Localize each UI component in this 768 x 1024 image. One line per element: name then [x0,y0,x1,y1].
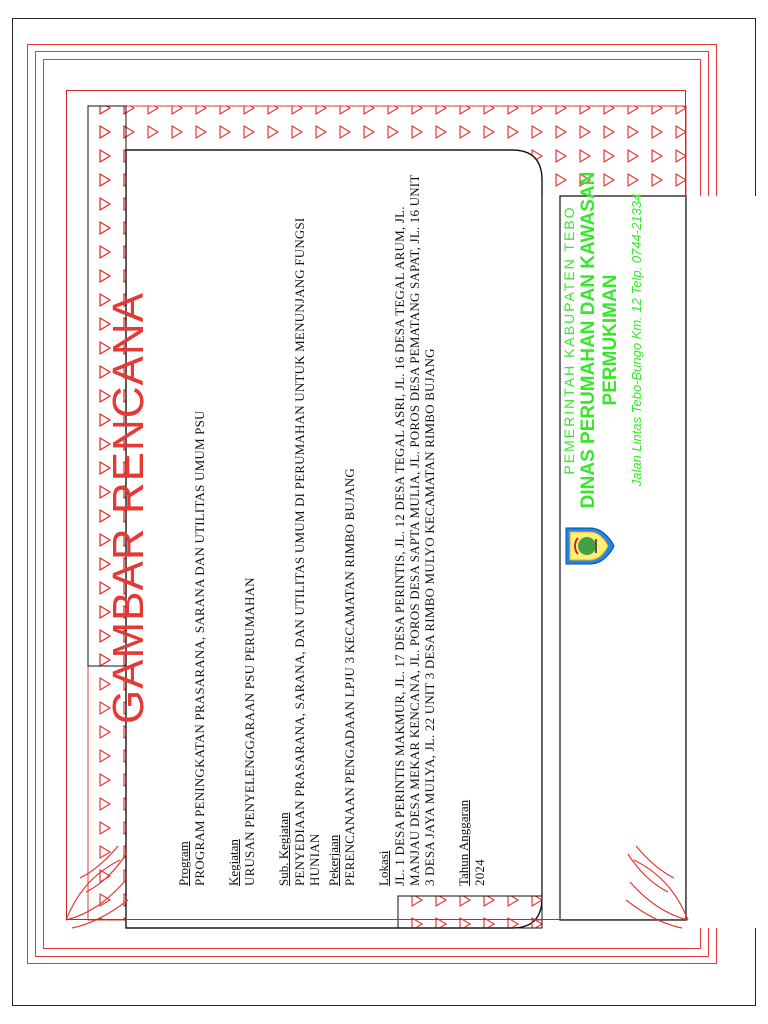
program-label: Program [176,841,191,886]
tahun-label: Tahun Anggaran [456,799,471,886]
government-name: PEMERINTAH KABUPATEN TEBO [561,205,577,475]
pekerjaan-value: PERENCANAAN PENGADAAN LPJU 3 KECAMATAN RIMBO BUJANG [342,468,357,886]
program-value: PROGRAM PENINGKATAN PRASARANA, SARANA DAN UTILITAS UMUM PSU [192,410,207,886]
lokasi-label: Lokasi [376,850,391,886]
lokasi-value: JL. 1 DESA PERINTIS MAKMUR, JL. 17 DESA PERINTIS, JL. 12 DESA TEGAL ASRI, JL. 16 DESA TEGAL ARUM, JL. MANJAU DESA MEKAR KENCANA, JL. POROS DESA SAPTA MULIA, JL. POROS DESA PEMATANG SAPAT, JL. 16 UNIT 3 DESA JAYA MULYA, JL. 22 UNIT 3 DESA RIMBO MULYO KECAMATAN RIMBO BUJANG [392,174,437,886]
agency-text [560,160,646,520]
sub-kegiatan-label: Sub. Kegiatan [276,812,291,886]
title-text: GAMBAR RENCANA [104,291,153,725]
lokasi-block [376,166,437,886]
program-block [176,166,207,886]
tahun-value: 2024 [472,859,487,886]
tahun-block [456,166,487,886]
logo-emblem-icon [560,522,618,570]
content-area [90,82,580,934]
kegiatan-value: URUSAN PENYELENGGARAAN PSU PERUMAHAN [242,577,257,886]
agency-address: Jalan Lintas Tebo-Bungo Km. 12 Telp. 0744-21334 [629,193,644,487]
agency-header [560,68,700,920]
agency-name-line-2: PERMUKIMAN [600,274,621,406]
agency-name-line-1: DINAS PERUMAHAN DAN KAWASAN [578,171,599,509]
drawing-title [90,82,168,934]
sub-kegiatan-block [276,166,322,886]
kegiatan-label: Kegiatan [226,839,241,886]
pekerjaan-block [326,166,357,886]
sub-kegiatan-value: PENYEDIAAN PRASARANA, SARANA, DAN UTILITAS UMUM DI PERUMAHAN UNTUK MENUNJANG FUNGSI HUNIAN [292,217,322,886]
pekerjaan-label: Pekerjaan [326,834,341,886]
rotated-content [90,82,580,934]
kegiatan-block [226,166,257,886]
